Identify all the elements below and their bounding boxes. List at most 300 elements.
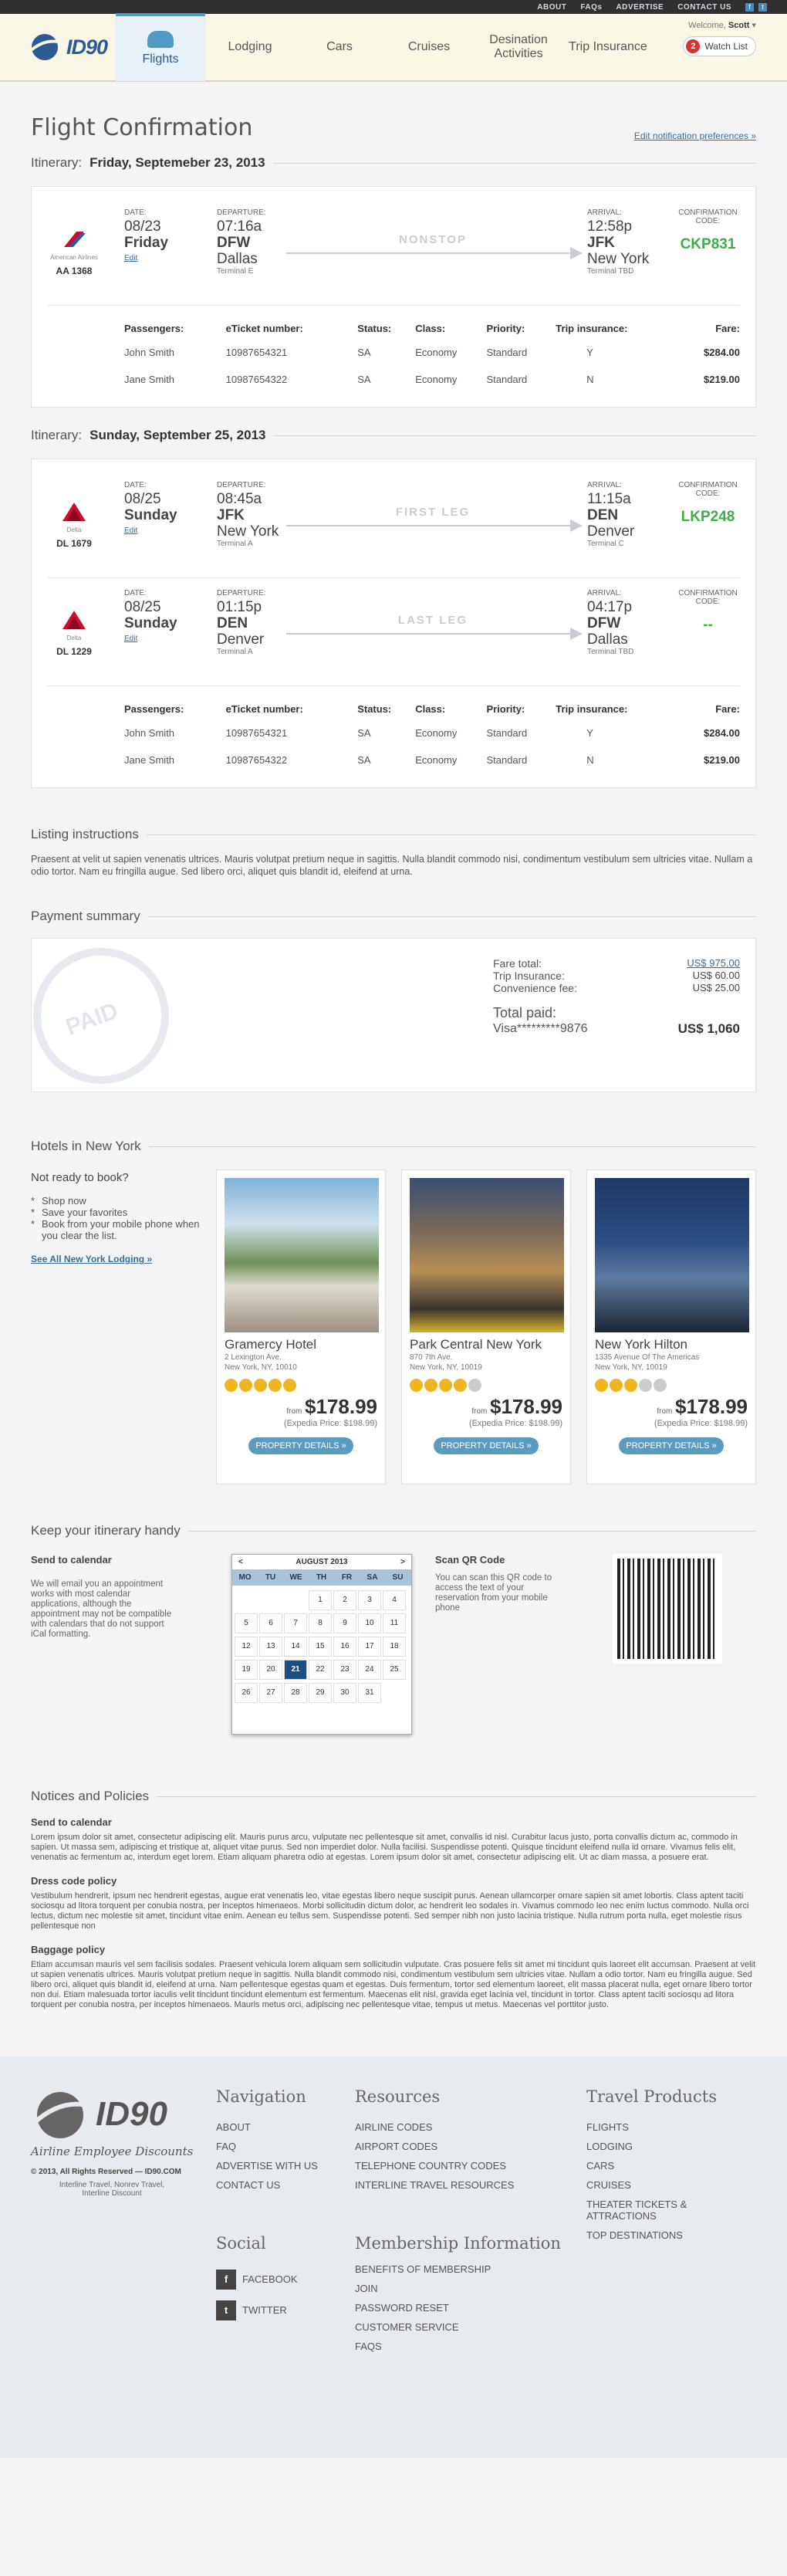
logo[interactable] (0, 32, 116, 63)
footer-col-title: Travel Products (586, 2087, 718, 2106)
airline-name: American Airlines (50, 254, 98, 261)
hotel-photo[interactable] (410, 1178, 564, 1332)
col-header: Priority: (486, 323, 525, 334)
top-link-advertise[interactable]: ADVERTISE (616, 2, 664, 12)
flight-date: 08/25 (124, 491, 161, 507)
cell: Economy (415, 754, 458, 766)
departure-terminal: Terminal E (217, 267, 254, 276)
user-name: Scott (728, 21, 750, 30)
table-row (124, 340, 740, 367)
cell: SA (357, 754, 371, 766)
footer-link[interactable]: CRUISES (586, 2179, 631, 2191)
departure-time: 01:15p (217, 599, 262, 615)
day-cell[interactable]: 19 (235, 1660, 258, 1680)
departure-terminal: Terminal A (217, 648, 253, 656)
arrival-col (587, 589, 633, 656)
day-cell[interactable]: 26 (235, 1683, 258, 1703)
itin-date: Friday, Septemeber 23, 2013 (90, 155, 265, 170)
nav-flights[interactable] (116, 13, 205, 81)
price-from: from (286, 1407, 302, 1416)
day-cell[interactable]: 3 (358, 1590, 381, 1610)
day-cell[interactable]: 30 (333, 1683, 356, 1703)
footer-subtext: Interline Travel, Nonrev Travel, Interline Discount (59, 2181, 165, 2198)
footer-link[interactable]: INTERLINE TRAVEL RESOURCES (355, 2179, 515, 2191)
payment-section (31, 909, 756, 1092)
footer-link[interactable]: AIRLINE CODES (355, 2121, 433, 2133)
send-calendar-text: We will email you an appointment works with most calendar applications, although the appointment may not be compatible with calendars that do not support iCal formatting. (31, 1579, 172, 1639)
airline-block (47, 578, 101, 685)
arrival-col (587, 208, 649, 276)
footer-col-title: Navigation (216, 2087, 306, 2106)
expedia-price: (Expedia Price: $198.99) (654, 1419, 748, 1428)
itinerary-heading (31, 155, 756, 171)
day-cell[interactable]: 23 (333, 1660, 356, 1680)
weekday: TH (316, 1573, 327, 1582)
footer-link[interactable]: BENEFITS OF MEMBERSHIP (355, 2263, 491, 2275)
footer-link[interactable]: FLIGHTS (586, 2121, 629, 2133)
nav-activities[interactable] (474, 13, 563, 81)
total-value: US$ 1,060 (677, 1021, 740, 1036)
star-icon (424, 1379, 437, 1392)
weekday: SU (392, 1573, 404, 1582)
cell: $219.00 (704, 374, 740, 385)
airline-block (47, 198, 101, 305)
see-all-lodging-link[interactable]: See All New York Lodging » (31, 1254, 153, 1264)
nav-label: Desination Activities (489, 33, 548, 60)
expedia-price: (Expedia Price: $198.99) (468, 1419, 562, 1428)
plane-icon (286, 252, 579, 254)
edit-link[interactable]: Edit (124, 254, 138, 262)
nav-insurance[interactable] (563, 13, 653, 81)
delta-icon (61, 501, 87, 523)
cell: Economy (415, 347, 458, 358)
weekday: SA (366, 1573, 378, 1582)
plane-icon (286, 633, 579, 635)
hotel-address: 870 7th Ave. (410, 1353, 453, 1362)
day-cell[interactable]: 1 (309, 1590, 332, 1610)
col-header: Priority: (486, 703, 525, 715)
copyright: © 2013, All Rights Reserved — ID90.COM (31, 2168, 181, 2176)
insurance-value: US$ 60.00 (692, 970, 740, 981)
nav-label: Cruises (407, 40, 451, 53)
star-rating (595, 1379, 748, 1392)
notice-subtitle: Send to calendar (31, 1816, 112, 1828)
day-cell[interactable]: 7 (284, 1613, 307, 1633)
cell: $284.00 (704, 727, 740, 739)
day-cell[interactable]: 13 (259, 1637, 282, 1657)
welcome[interactable]: Welcome, Scott ▾ (688, 21, 756, 30)
hotel-name[interactable]: Gramercy Hotel (225, 1337, 317, 1352)
day-cell[interactable]: 4 (383, 1590, 406, 1610)
weekday: WE (289, 1573, 302, 1582)
flight-row (47, 198, 740, 306)
footer-link[interactable]: PASSWORD RESET (355, 2302, 449, 2314)
footer-link[interactable]: ABOUT (216, 2121, 251, 2133)
list-item: * Save your favorites (31, 1207, 216, 1218)
qr-text: You can scan this QR code to access the text of your reservation from your mobile phone (435, 1573, 552, 1613)
date-col (124, 208, 168, 262)
american-airlines-icon (61, 228, 87, 250)
weekday: FR (341, 1573, 353, 1582)
day-cell[interactable]: 27 (259, 1683, 282, 1703)
departure-col (217, 589, 266, 656)
qr-title: Scan QR Code (435, 1554, 505, 1566)
next-month-button[interactable]: > (400, 1558, 405, 1566)
flight-number: DL 1679 (56, 538, 92, 549)
globe-icon (28, 32, 63, 63)
hotel-photo[interactable] (225, 1178, 379, 1332)
hotels-row (31, 1170, 756, 1484)
itin-label: Itinerary: (31, 428, 83, 442)
top-bar (0, 0, 787, 14)
nav-cruises[interactable] (384, 13, 474, 81)
day-cell[interactable]: 31 (358, 1683, 381, 1703)
departure-code: JFK (217, 507, 245, 523)
arrival-time: 11:15a (587, 491, 631, 507)
hotels-promo (31, 1170, 216, 1484)
payment-totals (493, 957, 740, 1037)
confirmation-label: CONFIRMATION CODE: (678, 481, 738, 498)
cell: 10987654322 (225, 374, 288, 385)
day-cell[interactable]: 22 (309, 1660, 332, 1680)
departure-time: 08:45a (217, 491, 262, 507)
fee-label: Convenience fee: (493, 982, 577, 994)
price-from: from (657, 1407, 673, 1416)
day-cell[interactable]: 8 (309, 1613, 332, 1633)
weekday: TU (265, 1573, 276, 1582)
star-icon (639, 1379, 652, 1392)
confirmation-label: CONFIRMATION CODE: (678, 589, 738, 606)
day-cell[interactable]: 2 (333, 1590, 356, 1610)
star-icon (454, 1379, 467, 1392)
flight-number: AA 1368 (56, 266, 93, 276)
notice-text: Vestibulum hendrerit, ipsum nec hendrerit egestas, augue erat venenatis leo, vitae egestas libero neque suscipit purus. Aenean ullamcorper ornare sapien sit amet lobortis. Class aptent taciti sociosqu ad litora torquent per conubia nostra, per inceptos himenaeos. Morbi sollicitudin dictum dolor, ac hendrerit leo sodales in. Vivamus commodo leo nec enim luctus commodo. Nulla orci lectus, dictum nec molestie sit amet, tincidunt vitae enim. Aenean eu tellus sem. Suspendisse potenti. Sed semper nibh non justo lacinia tristique. Nulla rutrum porta nulla, eget molestie risus pellentesque non (31, 1891, 749, 1931)
section-heading (31, 909, 756, 924)
star-icon (468, 1379, 481, 1392)
nav-label: Cars (326, 40, 353, 53)
calendar-widget (231, 1554, 412, 1735)
itin-date: Sunday, September 25, 2013 (90, 428, 266, 442)
star-icon (410, 1379, 423, 1392)
col-header: eTicket number: (225, 703, 303, 715)
date-col (124, 589, 177, 643)
hotels-section (31, 1139, 756, 1484)
departure-code: DEN (217, 615, 248, 631)
footer-link[interactable]: FAQ (216, 2141, 237, 2152)
col-header: Trip insurance: (556, 323, 628, 334)
cell: John Smith (124, 727, 175, 739)
hotel-address: 1335 Avenue Of The Americas (595, 1353, 700, 1362)
watch-label: Watch List (704, 41, 748, 52)
col-header: Fare: (715, 323, 740, 334)
col-header: Passengers: (124, 703, 184, 715)
total-label: Total paid: (493, 1005, 557, 1021)
day-cell[interactable]: 28 (284, 1683, 307, 1703)
confirmation-col (676, 208, 740, 253)
star-icon (269, 1379, 282, 1392)
notices-section (31, 1789, 756, 2010)
section-title: Listing instructions (31, 827, 139, 841)
star-icon (283, 1379, 296, 1392)
cell: SA (357, 727, 371, 739)
cell: Standard (486, 347, 528, 358)
payment-card (31, 938, 756, 1092)
twitter-icon: t (216, 2300, 236, 2320)
main-nav (116, 13, 653, 81)
footer-link[interactable]: CARS (586, 2160, 615, 2171)
section-title: Keep your itinerary handy (31, 1523, 181, 1538)
facebook-icon[interactable]: f (745, 3, 754, 12)
route-tag: LAST LEG (397, 614, 468, 627)
cell: 10987654321 (225, 347, 288, 358)
route-arrow (286, 233, 579, 254)
table-row (124, 721, 740, 748)
footer-link[interactable]: JOIN (355, 2283, 378, 2294)
passenger-table (47, 306, 740, 394)
arrival-terminal: Terminal TBD (587, 267, 634, 276)
keep-section (31, 1523, 756, 1735)
hotel-price: $178.99 (675, 1395, 748, 1418)
cell: John Smith (124, 347, 175, 358)
day-cell[interactable]: 18 (383, 1637, 406, 1657)
cell: 10987654321 (225, 727, 288, 739)
watch-count-badge: 2 (686, 39, 700, 53)
confirmation-code: CKP831 (680, 236, 736, 252)
arrival-code: DEN (587, 507, 619, 523)
plane-icon (286, 525, 579, 526)
col-header: Passengers: (124, 323, 184, 334)
fare-label: Fare total: (493, 957, 542, 970)
header (0, 14, 787, 82)
fee-value: US$ 25.00 (692, 982, 740, 994)
notice-text: Lorem ipsum dolor sit amet, consectetur adipiscing elit. Mauris purus arcu, vulputate nec pellentesque sit amet, convallis id nisl. Curabitur lacus justo, porta convallis dictum ac, commodo in sapien. Ut massa sem, adipiscing et tristique at, aliquet vitae purus. Sed non imperdiet dolor. Nulla facilisi. Suspendisse potenti. Quisque tincidunt eleifend nulla id ornare. Vivamus felis elit, venenatis ac fermentum ac, interdum eget lorem. Etiam aliquam pharetra odio at egestas. Lorem ipsum dolor sit amet, consectetur adipiscing elit. Ut ac diam massa, a posuere erat. (31, 1833, 738, 1862)
date-col (124, 481, 177, 535)
flight-day: Friday (124, 235, 169, 251)
day-cell[interactable]: 25 (383, 1660, 406, 1680)
day-cell[interactable]: 10 (358, 1613, 381, 1633)
card-number: Visa*********9876 (493, 1022, 588, 1035)
footer-tagline: Airline Employee Discounts (31, 2144, 194, 2158)
hotel-city: New York, NY, 10019 (595, 1363, 667, 1372)
nav-label: Lodging (228, 40, 272, 53)
confirmation-label: CONFIRMATION CODE: (678, 208, 738, 225)
arrival-terminal: Terminal TBD (587, 648, 634, 656)
confirmation-code: LKP248 (681, 509, 735, 525)
cell: SA (357, 347, 371, 358)
route-arrow (286, 506, 579, 526)
day-cell[interactable]: 9 (333, 1613, 356, 1633)
star-rating (410, 1379, 562, 1392)
selected-day-cell[interactable]: 21 (284, 1660, 307, 1680)
edit-link[interactable]: Edit (124, 635, 138, 643)
watch-list-button[interactable] (683, 36, 756, 56)
welcome-prefix: Welcome, (688, 21, 726, 30)
twitter-link[interactable] (216, 2300, 355, 2320)
cell: Economy (415, 727, 458, 739)
cell: N (586, 374, 594, 385)
twitter-icon[interactable]: t (758, 3, 767, 12)
hotel-name[interactable]: New York Hilton (595, 1337, 688, 1352)
notice-subtitle: Dress code policy (31, 1875, 117, 1887)
arrival-code: DFW (587, 615, 621, 631)
cell: N (586, 754, 594, 766)
departure-code: DFW (217, 235, 251, 251)
stamp-text: PAID (62, 997, 122, 1041)
insurance-label: Trip Insurance: (493, 970, 565, 982)
cell: Standard (486, 754, 528, 766)
cell: Y (586, 727, 593, 739)
departure-time: 07:16a (217, 218, 262, 235)
departure-city: Denver (217, 631, 265, 648)
col-header: Trip insurance: (556, 703, 628, 715)
airline-name: Delta (66, 635, 82, 641)
footer-link[interactable]: TELEPHONE COUNTRY CODES (355, 2160, 507, 2171)
day-cell[interactable]: 15 (309, 1637, 332, 1657)
section-heading (31, 1523, 756, 1538)
route-tag: NONSTOP (399, 233, 467, 246)
star-icon (239, 1379, 252, 1392)
qr-block (435, 1554, 597, 1735)
section-title: Payment summary (31, 909, 140, 923)
table-row (124, 367, 740, 394)
cell: $219.00 (704, 754, 740, 766)
star-icon (624, 1379, 637, 1392)
nav-cars[interactable] (295, 13, 384, 81)
cell: SA (357, 374, 371, 385)
arrival-terminal: Terminal C (587, 540, 624, 548)
footer-link[interactable]: AIRPORT CODES (355, 2141, 438, 2152)
footer-logo[interactable] (31, 2087, 216, 2141)
date-label: DATE: (124, 589, 147, 597)
hotel-name[interactable]: Park Central New York (410, 1337, 542, 1352)
arrival-city: Dallas (587, 631, 628, 648)
day-cell[interactable]: 20 (259, 1660, 282, 1680)
itinerary-card (31, 186, 756, 408)
facebook-icon: f (216, 2270, 236, 2290)
departure-label: DEPARTURE: (217, 208, 266, 217)
day-cell[interactable]: 5 (235, 1613, 258, 1633)
nav-lodging[interactable] (205, 13, 295, 81)
departure-label: DEPARTURE: (217, 589, 266, 597)
logo-text: ID90 (66, 35, 108, 59)
section-title: Notices and Policies (31, 1789, 150, 1803)
day-cell[interactable]: 14 (284, 1637, 307, 1657)
property-details-button[interactable]: PROPERTY DETAILS » (619, 1437, 724, 1454)
arrival-col (587, 481, 634, 548)
day-cell[interactable]: 16 (333, 1637, 356, 1657)
footer-link[interactable]: CUSTOMER SERVICE (355, 2321, 459, 2333)
top-link-contact[interactable]: CONTACT US (677, 2, 731, 12)
send-calendar-title[interactable]: Send to calendar (31, 1554, 112, 1566)
prev-month-button[interactable]: < (238, 1558, 243, 1566)
cell: 10987654322 (225, 754, 288, 766)
footer-link[interactable]: CONTACT US (216, 2179, 281, 2191)
day-cell[interactable]: 12 (235, 1637, 258, 1657)
flight-row (47, 470, 740, 578)
hotel-price: $178.99 (305, 1395, 377, 1418)
footer-link[interactable]: TOP DESTINATIONS (586, 2229, 683, 2241)
day-cell[interactable]: 24 (358, 1660, 381, 1680)
flight-day: Sunday (124, 615, 177, 631)
day-cell[interactable]: 17 (358, 1637, 381, 1657)
day-cell[interactable]: 29 (309, 1683, 332, 1703)
departure-city: New York (217, 523, 279, 540)
col-header: Fare: (715, 703, 740, 715)
section-heading (31, 827, 756, 842)
weekday: MO (238, 1573, 252, 1582)
arrival-city: Denver (587, 523, 635, 540)
footer-logo-text: ID90 (96, 2095, 167, 2133)
edit-link[interactable]: Edit (124, 526, 138, 535)
arrival-time: 12:58p (587, 218, 633, 235)
star-icon (254, 1379, 267, 1392)
facebook-link[interactable] (216, 2270, 355, 2290)
property-details-button[interactable]: PROPERTY DETAILS » (248, 1437, 353, 1454)
send-calendar-block (31, 1554, 231, 1735)
cell: Jane Smith (124, 754, 175, 766)
col-header: Class: (415, 323, 446, 334)
flight-date: 08/23 (124, 218, 161, 235)
star-icon (225, 1379, 238, 1392)
col-header: eTicket number: (225, 323, 303, 334)
footer-link[interactable]: ADVERTISE WITH US (216, 2160, 318, 2171)
flight-number: DL 1229 (56, 646, 92, 657)
flight-day: Sunday (124, 507, 177, 523)
notice-subtitle: Baggage policy (31, 1944, 106, 1955)
star-icon (654, 1379, 667, 1392)
footer (0, 2056, 787, 2458)
star-icon (439, 1379, 452, 1392)
nav-label: Trip Insurance (569, 40, 647, 53)
social-label: FACEBOOK (242, 2273, 298, 2285)
airline-name: Delta (66, 526, 82, 533)
confirmation-col (676, 481, 740, 526)
arrival-time: 04:17p (587, 599, 633, 615)
notice-text: Etiam accumsan mauris vel sem facilisis sodales. Praesent vehicula lorem aliquam sem sollicitudin vulputate. Cras posuere felis sit amet mi tincidunt quis laoreet elit accumsan. Praesent at velit ut sapien venenatis ultrices. Mauris volutpat pretium neque in sagittis. Nulla blandit commodo nisi, condimentum vestibulum sem ultricies vitae. Nullam a odio tortor. Nam eu fringilla augue. Sed libero orci, aliquet quis blandit id, eleifend at urna. Nam pellentesque egestas quam et egestas. Duis fermentum, tortor sed elementum laoreet, elit massa placerat nulla, eget ornare libero tortor non dui. Etiam malesuada tortor iaculis velit tincidunt tincidunt elementum est fermentum. Maecenas elit nisl, gravida eget lacinia vel, tincidunt in tortor. Class aptent taciti sociosqu ad litora torquent per conubia nostra, per inceptos himenaeos. Mauris metus orci, adipiscing nec pellentesque vitae, tempus ut metus. Maecenas vel porttitor justo. (31, 1960, 756, 2009)
footer-col-title: Social (216, 2234, 266, 2253)
globe-icon (31, 2087, 91, 2141)
arrival-code: JFK (587, 235, 615, 251)
delta-icon (61, 609, 87, 631)
col-header: Status: (357, 323, 392, 334)
cell: Standard (486, 374, 528, 385)
top-link-about[interactable]: ABOUT (537, 2, 567, 12)
footer-link[interactable]: FAQS (355, 2341, 382, 2352)
arrival-label: ARRIVAL: (587, 481, 622, 489)
property-details-button[interactable]: PROPERTY DETAILS » (434, 1437, 539, 1454)
itinerary-card (31, 459, 756, 788)
footer-link[interactable]: LODGING (586, 2141, 633, 2152)
cell: Jane Smith (124, 374, 175, 385)
page-title: Flight Confirmation (31, 114, 253, 141)
list-item: * Shop now (31, 1195, 216, 1207)
fare-value[interactable]: US$ 975.00 (687, 957, 740, 969)
col-header: Class: (415, 703, 446, 715)
departure-label: DEPARTURE: (217, 481, 266, 489)
edit-notification-link[interactable]: Edit notification preferences » (633, 130, 756, 141)
paid-stamp-icon (33, 948, 169, 1084)
footer-resources-col (355, 2087, 586, 2458)
day-cell[interactable]: 6 (259, 1613, 282, 1633)
hotel-photo[interactable] (595, 1178, 749, 1332)
departure-city: Dallas (217, 251, 258, 267)
footer-col-title: Membership Information (355, 2234, 561, 2253)
date-label: DATE: (124, 481, 147, 489)
day-cell[interactable]: 11 (383, 1613, 406, 1633)
footer-link[interactable]: THEATER TICKETS & ATTRACTIONS (586, 2199, 687, 2222)
top-link-faqs[interactable]: FAQs (580, 2, 603, 12)
section-heading (31, 1789, 756, 1804)
